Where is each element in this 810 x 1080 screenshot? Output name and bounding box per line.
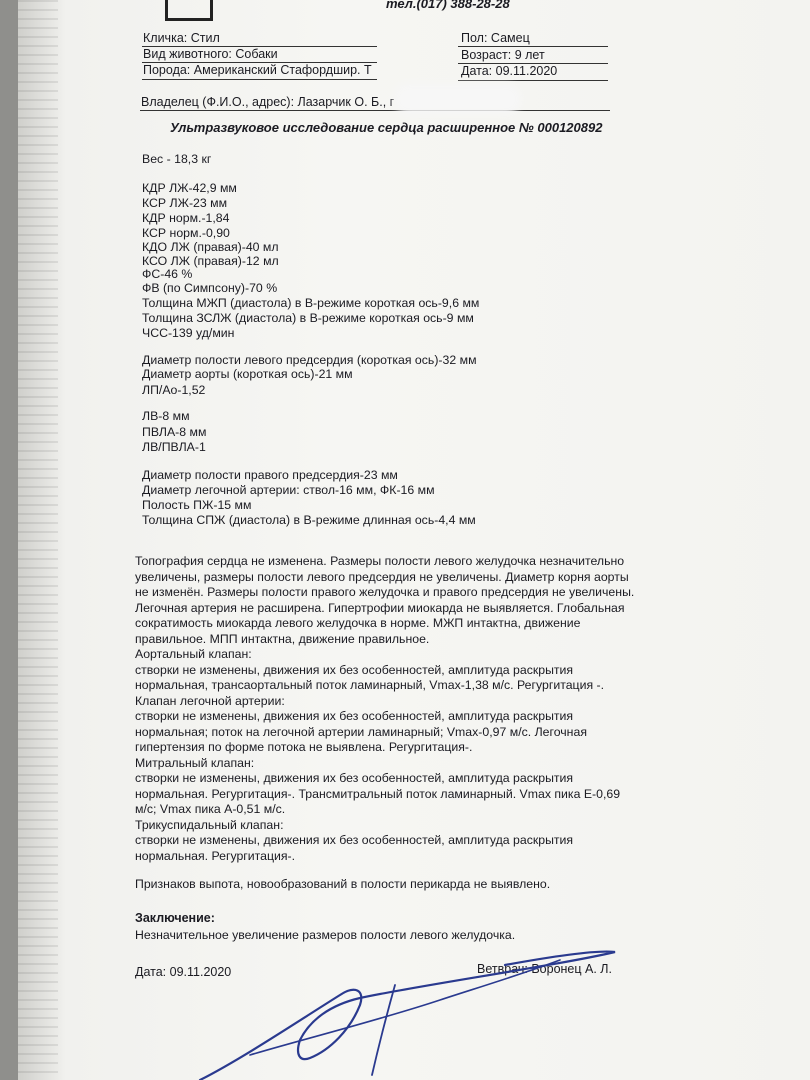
text-row: створки не изменены, движения их без особенностей, амплитуда раскрытия <box>135 662 574 677</box>
veterinarian-name: Ветврач: Воронец А. Л. <box>477 962 612 976</box>
measurement-line: КСР ЛЖ-23 мм <box>142 196 228 210</box>
report-title: Ультразвуковое исследование сердца расширенное № 000120892 <box>170 120 603 135</box>
measurement-line: Толщина МЖП (диастола) в В-режиме короткая ось-9,6 мм <box>142 296 480 310</box>
measurement-line: КДР норм.-1,84 <box>142 211 230 225</box>
text-row: м/с; Vmax пика А-0,51 м/с. <box>135 802 286 816</box>
conclusion-text: Незначительное увеличение размеров полости левого желудочка. <box>135 928 516 942</box>
effusion-statement: Признаков выпота, новообразований в полости перикарда не выявлено. <box>135 877 551 891</box>
measurement-line: Диаметр аорты (короткая ось)-21 мм <box>142 367 353 381</box>
measurement-line: Толщина СПЖ (диастола) в В-режиме длинная ось-4,4 мм <box>142 513 476 527</box>
measurement-line: Диаметр полости правого предсердия-23 мм <box>142 468 398 482</box>
mitral-valve-heading: Митральный клапан: <box>135 755 255 770</box>
patient-species: Вид животного: Собаки <box>143 47 278 61</box>
text-row: нормальная; поток на легочной артерии ламинарный; Vmax-0,97 м/с. Легочная <box>135 724 587 739</box>
measurement-line: ЛП/Ао-1,52 <box>142 383 206 397</box>
clinic-phone: тел.(017) 388-28-28 <box>386 0 510 11</box>
measurement-line: КСР норм.-0,90 <box>142 226 230 240</box>
text-row: гипертензия по форме потока не выявлена. Регургитация-. <box>135 740 473 754</box>
text-row: сократимость миокарда левого желудочка в норме. МЖП интактна, движение <box>135 616 581 630</box>
measurement-line: ЛВ-8 мм <box>142 409 190 423</box>
measurement-line: ФС-46 % <box>142 267 193 281</box>
measurement-line: ЛВ/ПВЛА-1 <box>142 440 206 454</box>
text-row: увеличены, размеры полости левого предсердия не увеличены. Диаметр корня аорты <box>135 569 629 584</box>
measurement-line: Диаметр легочной артерии: ствол-16 мм, ФК-16 мм <box>142 483 435 497</box>
conclusion-heading: Заключение: <box>135 911 215 925</box>
footer-date: Дата: 09.11.2020 <box>135 965 232 979</box>
text-row: нормальная. Регургитация-. <box>135 848 296 863</box>
text-row: створки не изменены, движения их без особенностей, амплитуда раскрытия <box>135 771 574 785</box>
tricuspid-valve-heading: Трикуспидальный клапан: <box>135 817 284 832</box>
text-row: Легочная артерия не расширена. Гипертрофии миокарда не выявляется. Глобальная <box>135 600 625 615</box>
patient-nickname: Кличка: Стил <box>143 31 220 45</box>
aortic-valve-heading: Аортальный клапан: <box>135 647 252 661</box>
measurement-line: ФВ (по Симпсону)-70 % <box>142 281 278 295</box>
owner-info: Владелец (Ф.И.О., адрес): Лазарчик О. Б., г <box>141 95 395 109</box>
measurement-line: Толщина ЗСЛЖ (диастола) в В-режиме короткая ось-9 мм <box>142 311 474 325</box>
text-row: нормальная. Регургитация-. Трансмитральный поток ламинарный. Vmax пика Е-0,69 <box>135 786 621 801</box>
text-row: Топография сердца не изменена. Размеры полости левого желудочка незначительно <box>135 554 625 568</box>
exam-date: Дата: 09.11.2020 <box>461 64 558 78</box>
measurement-line: КДР ЛЖ-42,9 мм <box>142 181 237 195</box>
text-row: не изменён. Размеры полости правого желудочка и правого предсердия не увеличены. <box>135 585 635 599</box>
measurement-line: Полость ПЖ-15 мм <box>142 498 252 512</box>
measurement-line: ПВЛА-8 мм <box>142 425 207 439</box>
measurement-line: КДО ЛЖ (правая)-40 мл <box>142 240 279 254</box>
measurement-line: КСО ЛЖ (правая)-12 мл <box>142 254 279 268</box>
patient-sex: Пол: Самец <box>461 31 530 45</box>
text-row: створки не изменены, движения их без особенностей, амплитуда раскрытия <box>135 709 574 723</box>
text-row: нормальная, трансаортальный поток ламинарный, Vmax-1,38 м/с. Регургитация -. <box>135 678 605 692</box>
measurement-line: ЧСС-139 уд/мин <box>142 326 235 340</box>
text-row: створки не изменены, движения их без особенностей, амплитуда раскрытия <box>135 833 574 847</box>
weight-line: Вес - 18,3 кг <box>142 152 212 166</box>
pulmonary-valve-heading: Клапан легочной артерии: <box>135 693 285 708</box>
measurement-line: Диаметр полости левого предсердия (короткая ось)-32 мм <box>142 353 477 367</box>
patient-age: Возраст: 9 лет <box>461 48 545 62</box>
patient-breed: Порода: Американский Стафордшир. Т <box>143 63 372 77</box>
text-row: правильное. МПП интактна, движение правильное. <box>135 631 430 646</box>
